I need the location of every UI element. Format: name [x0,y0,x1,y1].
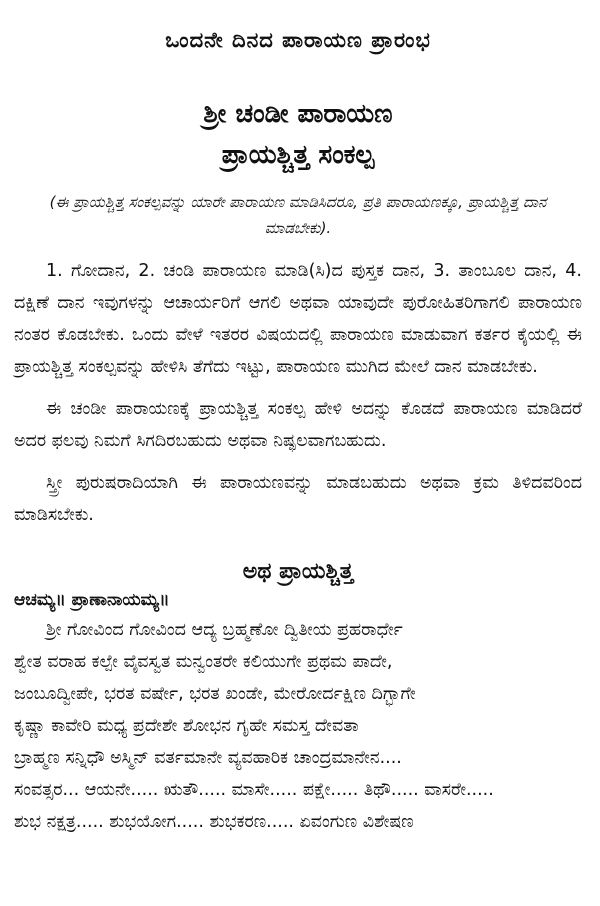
document-page [0,28,600,906]
mantra-line: ಬ್ರಾಹ್ಮಣ ಸನ್ನಿಧೌ ಅಸ್ಮಿನ್ ವರ್ತಮಾನೇ ವ್ಯವಹಾರಿಕ ಚಾಂದ್ರಮಾನೇನ.... [14,748,402,768]
mantra-line: ಶುಭ ನಕ್ಷತ್ರ..... ಶುಭಯೋಗ..... ಶುಭಕರಣ..... ಏವಂಗುಣ ವಿಶೇಷಣ [14,812,414,832]
mantra-line: ಜಂಬೂದ್ವೀಪೇ, ಭರತ ವರ್ಷೇ, ಭರತ ಖಂಡೇ, ಮೇರೋರ್ದಕ್ಷಿಣ ದಿಗ್ಭಾಗೇ [14,684,416,704]
instruction-note: (ಈ ಪ್ರಾಯಶ್ಚಿತ್ತ ಸಂಕಲ್ಪವನ್ನು ಯಾರೇ ಪಾರಾಯಣ ಮಾಡಿಸಿದರೂ, ಪ್ರತಿ ಪಾರಾಯಣಕ್ಕೂ, ಪ್ರಾಯಶ್ಚಿತ್ತ ದಾನ ಮಾಡಬೇಕು). [49,193,547,237]
mantra-line: ಶ್ವೇತ ವರಾಹ ಕಲ್ಪೇ ವೈವಸ್ವತ ಮನ್ವಂತರೇ ಕಲಿಯುಗೇ ಪ್ರಥಮ ಪಾದೇ, [14,652,393,672]
mantra-line: ಕೃಷ್ಣಾ ಕಾವೇರಿ ಮಧ್ಯ ಪ್ರದೇಶೇ ಶೋಭನ ಗೃಹೇ ಸಮಸ್ತ ದೇವತಾ [14,716,359,736]
sub-title: ಪ್ರಾಯಶ್ಚಿತ್ತ ಸಂಕಲ್ಪ [221,140,375,170]
day-heading: ಒಂದನೇ ದಿನದ ಪಾರಾಯಣ ಪ್ರಾರಂಭ [165,28,431,52]
paragraph-eligibility: ಸ್ತ್ರೀ ಪುರುಷರಾದಿಯಾಗಿ ಈ ಪಾರಾಯಣವನ್ನು ಮಾಡಬಹುದು ಅಥವಾ ಕ್ರಮ ತಿಳಿದವರಿಂದ ಮಾಡಿಸಬೇಕು. [14,473,582,525]
paragraph-warning: ಈ ಚಂಡೀ ಪಾರಾಯಣಕ್ಕೆ ಪ್ರಾಯಶ್ಚಿತ್ತ ಸಂಕಲ್ಪ ಹೇಳಿ ಅದನ್ನು ಕೊಡದೆ ಪಾರಾಯಣ ಮಾಡಿದರೆ ಅದರ ಫಲವು ನಿಮಗೆ ಸಿಗದಿರಬಹುದು ಅಥವಾ ನಿಷ್ಫಲವಾಗಬಹುದು. [14,399,582,451]
mantra-label: ಆಚಮ್ಯ॥ ಪ್ರಾಣಾನಾಯಮ್ಯ॥ [14,590,170,610]
mantra-line: ಸಂವತ್ಸರ... ಆಯನೇ..... ಋತೌ..... ಮಾಸೇ..... ಪಕ್ಷೇ..... ತಿಥೌ..... ವಾಸರೇ..... [14,780,494,800]
section-heading: ಅಥ ಪ್ರಾಯಶ್ಚಿತ್ತ [242,559,354,584]
sankalpa-mantra [14,614,582,838]
mantra-line: ಶ್ರೀ ಗೋವಿಂದ ಗೋವಿಂದ ಆದ್ಯ ಬ್ರಹ್ಮಣೋ ದ್ವಿತೀಯ ಪ್ರಹರಾರ್ಧೇ [46,620,403,640]
paragraph-donations: 1. ಗೋದಾನ, 2. ಚಂಡಿ ಪಾರಾಯಣ ಮಾಡಿ(ಸಿ)ದ ಪುಸ್ತಕ ದಾನ, 3. ತಾಂಬೂಲ ದಾನ, 4. ದಕ್ಷಿಣೆ ದಾನ ಇವುಗಳನ್ನು ಆಚಾರ್ಯರಿಗೆ ಆಗಲಿ ಅಥವಾ ಯಾವುದೇ ಪುರೋಹಿತರಿಗಾಗಲಿ ಪಾರಾಯಣ ನಂತರ ಕೊಡಬೇಕು. ಒಂದು ವೇಳೆ ಇತರರ ವಿಷಯದಲ್ಲಿ ಪಾರಾಯಣ ಮಾಡುವಾಗ ಕರ್ತರ ಕೈಯಲ್ಲಿ ಈ ಪ್ರಾಯಶ್ಚಿತ್ತ ಸಂಕಲ್ಪವನ್ನು ಹೇಳಿಸಿ ತೆಗೆದು ಇಟ್ಟು, ಪಾರಾಯಣ ಮುಗಿದ ಮೇಲೆ ದಾನ ಮಾಡಬೇಕು. [14,261,582,377]
main-title: ಶ್ರೀ ಚಂಡೀ ಪಾರಾಯಣ [203,99,393,129]
